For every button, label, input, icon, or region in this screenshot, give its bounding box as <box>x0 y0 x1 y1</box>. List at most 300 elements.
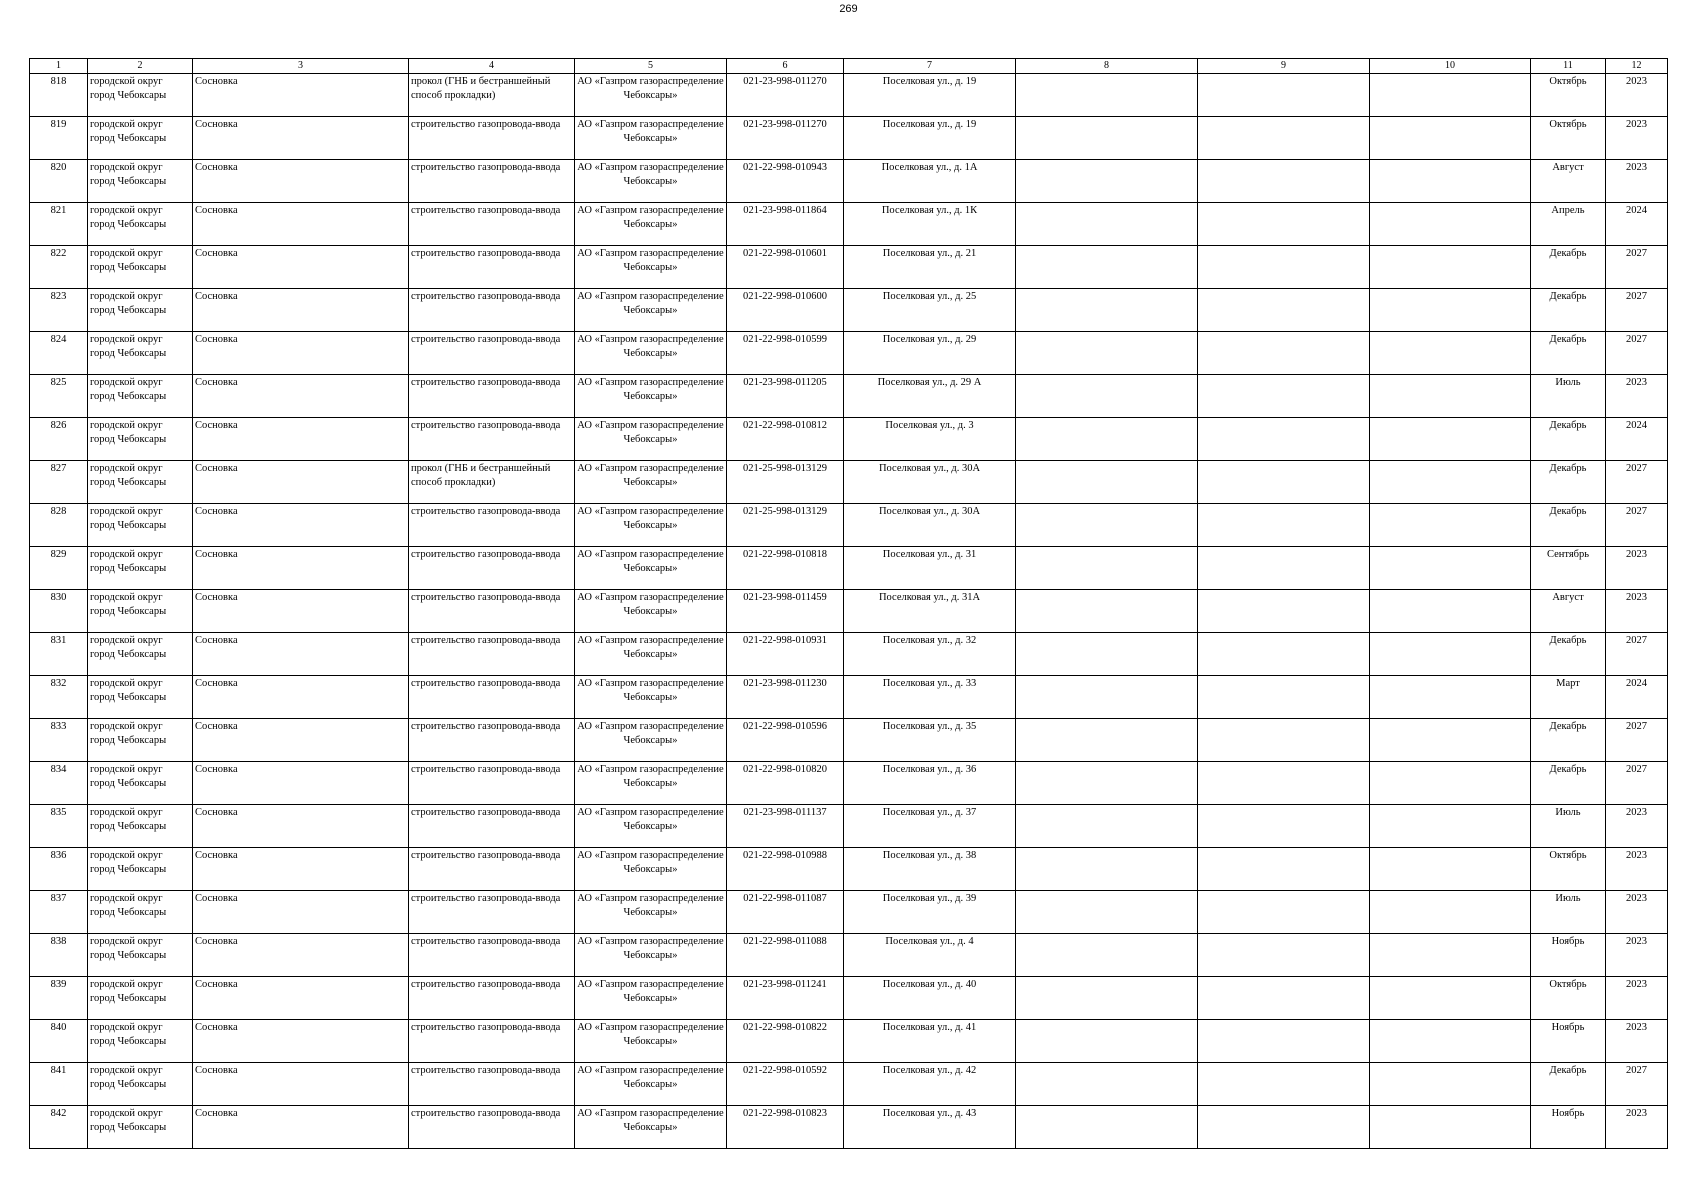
settlement-cell: Сосновка <box>193 547 409 590</box>
registry-code-cell: 021-22-998-010931 <box>727 633 844 676</box>
organization-cell: АО «Газпром газораспределение Чебоксары» <box>575 504 727 547</box>
column-9-cell <box>1198 977 1370 1020</box>
column-10-cell <box>1370 74 1531 117</box>
page-number: 269 <box>839 3 858 15</box>
month-cell: Апрель <box>1531 203 1606 246</box>
settlement-cell: Сосновка <box>193 1020 409 1063</box>
month-cell: Декабрь <box>1531 289 1606 332</box>
year-cell: 2023 <box>1606 375 1668 418</box>
registry-code-cell: 021-22-998-010822 <box>727 1020 844 1063</box>
month-cell: Декабрь <box>1531 418 1606 461</box>
registry-code-cell: 021-22-998-010599 <box>727 332 844 375</box>
address-cell: Поселковая ул., д. 36 <box>844 762 1016 805</box>
column-header-9: 9 <box>1198 59 1370 74</box>
column-8-cell <box>1016 375 1198 418</box>
table-row <box>30 719 1668 762</box>
work-type-cell: строительство газопровода-ввода <box>409 289 575 332</box>
column-8-cell <box>1016 332 1198 375</box>
municipal-district-cell: городской округ город Чебоксары <box>88 848 193 891</box>
municipal-district-cell: городской округ город Чебоксары <box>88 1106 193 1149</box>
column-8-cell <box>1016 977 1198 1020</box>
settlement-cell: Сосновка <box>193 719 409 762</box>
work-type-cell: строительство газопровода-ввода <box>409 676 575 719</box>
settlement-cell: Сосновка <box>193 289 409 332</box>
column-8-cell <box>1016 848 1198 891</box>
row-number-cell: 833 <box>30 719 88 762</box>
address-cell: Поселковая ул., д. 38 <box>844 848 1016 891</box>
organization-cell: АО «Газпром газораспределение Чебоксары» <box>575 590 727 633</box>
column-9-cell <box>1198 934 1370 977</box>
column-10-cell <box>1370 1106 1531 1149</box>
column-header-4: 4 <box>409 59 575 74</box>
column-10-cell <box>1370 547 1531 590</box>
settlement-cell: Сосновка <box>193 891 409 934</box>
column-9-cell <box>1198 891 1370 934</box>
work-type-cell: строительство газопровода-ввода <box>409 160 575 203</box>
row-number-cell: 825 <box>30 375 88 418</box>
municipal-district-cell: городской округ город Чебоксары <box>88 891 193 934</box>
year-cell: 2024 <box>1606 203 1668 246</box>
column-8-cell <box>1016 1020 1198 1063</box>
table-row <box>30 418 1668 461</box>
municipal-district-cell: городской округ город Чебоксары <box>88 332 193 375</box>
settlement-cell: Сосновка <box>193 977 409 1020</box>
row-number-cell: 818 <box>30 74 88 117</box>
settlement-cell: Сосновка <box>193 203 409 246</box>
work-type-cell: строительство газопровода-ввода <box>409 848 575 891</box>
column-header-3: 3 <box>193 59 409 74</box>
column-8-cell <box>1016 676 1198 719</box>
month-cell: Август <box>1531 590 1606 633</box>
column-9-cell <box>1198 676 1370 719</box>
column-8-cell <box>1016 633 1198 676</box>
column-8-cell <box>1016 891 1198 934</box>
municipal-district-cell: городской округ город Чебоксары <box>88 1020 193 1063</box>
registry-code-cell: 021-22-998-010600 <box>727 289 844 332</box>
year-cell: 2023 <box>1606 590 1668 633</box>
column-header-2: 2 <box>88 59 193 74</box>
row-number-cell: 819 <box>30 117 88 160</box>
column-8-cell <box>1016 504 1198 547</box>
work-type-cell: строительство газопровода-ввода <box>409 418 575 461</box>
municipal-district-cell: городской округ город Чебоксары <box>88 633 193 676</box>
work-type-cell: прокол (ГНБ и бестраншейный способ прокладки) <box>409 74 575 117</box>
column-header-5: 5 <box>575 59 727 74</box>
settlement-cell: Сосновка <box>193 805 409 848</box>
year-cell: 2023 <box>1606 848 1668 891</box>
address-cell: Поселковая ул., д. 30А <box>844 461 1016 504</box>
year-cell: 2023 <box>1606 1020 1668 1063</box>
year-cell: 2027 <box>1606 633 1668 676</box>
settlement-cell: Сосновка <box>193 934 409 977</box>
row-number-cell: 835 <box>30 805 88 848</box>
work-type-cell: строительство газопровода-ввода <box>409 375 575 418</box>
municipal-district-cell: городской округ город Чебоксары <box>88 719 193 762</box>
work-type-cell: строительство газопровода-ввода <box>409 590 575 633</box>
organization-cell: АО «Газпром газораспределение Чебоксары» <box>575 74 727 117</box>
municipal-district-cell: городской округ город Чебоксары <box>88 504 193 547</box>
table-row <box>30 203 1668 246</box>
month-cell: Сентябрь <box>1531 547 1606 590</box>
address-cell: Поселковая ул., д. 4 <box>844 934 1016 977</box>
month-cell: Декабрь <box>1531 504 1606 547</box>
work-type-cell: прокол (ГНБ и бестраншейный способ прокладки) <box>409 461 575 504</box>
settlement-cell: Сосновка <box>193 504 409 547</box>
registry-code-cell: 021-23-998-011864 <box>727 203 844 246</box>
year-cell: 2023 <box>1606 117 1668 160</box>
registry-code-cell: 021-22-998-011087 <box>727 891 844 934</box>
organization-cell: АО «Газпром газораспределение Чебоксары» <box>575 1106 727 1149</box>
column-header-10: 10 <box>1370 59 1531 74</box>
month-cell: Ноябрь <box>1531 1020 1606 1063</box>
address-cell: Поселковая ул., д. 31А <box>844 590 1016 633</box>
column-10-cell <box>1370 805 1531 848</box>
column-10-cell <box>1370 1063 1531 1106</box>
work-type-cell: строительство газопровода-ввода <box>409 633 575 676</box>
column-8-cell <box>1016 719 1198 762</box>
table-row <box>30 934 1668 977</box>
table-row <box>30 246 1668 289</box>
work-type-cell: строительство газопровода-ввода <box>409 504 575 547</box>
registry-code-cell: 021-22-998-010988 <box>727 848 844 891</box>
column-10-cell <box>1370 762 1531 805</box>
row-number-cell: 821 <box>30 203 88 246</box>
column-10-cell <box>1370 977 1531 1020</box>
organization-cell: АО «Газпром газораспределение Чебоксары» <box>575 332 727 375</box>
column-9-cell <box>1198 332 1370 375</box>
row-number-cell: 839 <box>30 977 88 1020</box>
year-cell: 2023 <box>1606 547 1668 590</box>
row-number-cell: 830 <box>30 590 88 633</box>
registry-code-cell: 021-22-998-010592 <box>727 1063 844 1106</box>
year-cell: 2027 <box>1606 246 1668 289</box>
address-cell: Поселковая ул., д. 30А <box>844 504 1016 547</box>
table-row <box>30 977 1668 1020</box>
municipal-district-cell: городской округ город Чебоксары <box>88 418 193 461</box>
row-number-cell: 836 <box>30 848 88 891</box>
organization-cell: АО «Газпром газораспределение Чебоксары» <box>575 762 727 805</box>
column-8-cell <box>1016 160 1198 203</box>
row-number-cell: 832 <box>30 676 88 719</box>
work-type-cell: строительство газопровода-ввода <box>409 1020 575 1063</box>
year-cell: 2024 <box>1606 676 1668 719</box>
registry-code-cell: 021-25-998-013129 <box>727 461 844 504</box>
month-cell: Октябрь <box>1531 848 1606 891</box>
municipal-district-cell: городской округ город Чебоксары <box>88 74 193 117</box>
column-9-cell <box>1198 762 1370 805</box>
column-10-cell <box>1370 203 1531 246</box>
settlement-cell: Сосновка <box>193 1063 409 1106</box>
month-cell: Декабрь <box>1531 1063 1606 1106</box>
month-cell: Март <box>1531 676 1606 719</box>
address-cell: Поселковая ул., д. 19 <box>844 74 1016 117</box>
address-cell: Поселковая ул., д. 37 <box>844 805 1016 848</box>
work-type-cell: строительство газопровода-ввода <box>409 332 575 375</box>
settlement-cell: Сосновка <box>193 160 409 203</box>
table-row <box>30 848 1668 891</box>
municipal-district-cell: городской округ город Чебоксары <box>88 977 193 1020</box>
work-type-cell: строительство газопровода-ввода <box>409 805 575 848</box>
table-row <box>30 590 1668 633</box>
table-row <box>30 160 1668 203</box>
column-9-cell <box>1198 504 1370 547</box>
organization-cell: АО «Газпром газораспределение Чебоксары» <box>575 805 727 848</box>
table-row <box>30 1020 1668 1063</box>
column-10-cell <box>1370 332 1531 375</box>
table-row <box>30 375 1668 418</box>
settlement-cell: Сосновка <box>193 633 409 676</box>
row-number-cell: 820 <box>30 160 88 203</box>
table-row <box>30 74 1668 117</box>
table-row <box>30 117 1668 160</box>
organization-cell: АО «Газпром газораспределение Чебоксары» <box>575 203 727 246</box>
column-8-cell <box>1016 74 1198 117</box>
municipal-district-cell: городской округ город Чебоксары <box>88 289 193 332</box>
settlement-cell: Сосновка <box>193 676 409 719</box>
year-cell: 2027 <box>1606 719 1668 762</box>
registry-code-cell: 021-22-998-010812 <box>727 418 844 461</box>
column-8-cell <box>1016 203 1198 246</box>
column-9-cell <box>1198 1020 1370 1063</box>
row-number-cell: 823 <box>30 289 88 332</box>
year-cell: 2023 <box>1606 160 1668 203</box>
organization-cell: АО «Газпром газораспределение Чебоксары» <box>575 375 727 418</box>
column-8-cell <box>1016 289 1198 332</box>
municipal-district-cell: городской округ город Чебоксары <box>88 762 193 805</box>
column-10-cell <box>1370 246 1531 289</box>
municipal-district-cell: городской округ город Чебоксары <box>88 590 193 633</box>
settlement-cell: Сосновка <box>193 418 409 461</box>
month-cell: Октябрь <box>1531 74 1606 117</box>
column-10-cell <box>1370 1020 1531 1063</box>
column-8-cell <box>1016 1106 1198 1149</box>
organization-cell: АО «Газпром газораспределение Чебоксары» <box>575 633 727 676</box>
municipal-district-cell: городской округ город Чебоксары <box>88 203 193 246</box>
column-10-cell <box>1370 117 1531 160</box>
municipal-district-cell: городской округ город Чебоксары <box>88 934 193 977</box>
municipal-district-cell: городской округ город Чебоксары <box>88 246 193 289</box>
column-10-cell <box>1370 461 1531 504</box>
table-row <box>30 332 1668 375</box>
month-cell: Декабрь <box>1531 461 1606 504</box>
column-9-cell <box>1198 1106 1370 1149</box>
column-10-cell <box>1370 848 1531 891</box>
column-9-cell <box>1198 160 1370 203</box>
registry-code-cell: 021-22-998-010823 <box>727 1106 844 1149</box>
month-cell: Октябрь <box>1531 117 1606 160</box>
table-row <box>30 891 1668 934</box>
table-row <box>30 805 1668 848</box>
address-cell: Поселковая ул., д. 31 <box>844 547 1016 590</box>
column-9-cell <box>1198 633 1370 676</box>
month-cell: Ноябрь <box>1531 1106 1606 1149</box>
column-8-cell <box>1016 1063 1198 1106</box>
column-header-11: 11 <box>1531 59 1606 74</box>
month-cell: Декабрь <box>1531 332 1606 375</box>
work-type-cell: строительство газопровода-ввода <box>409 117 575 160</box>
year-cell: 2027 <box>1606 332 1668 375</box>
municipal-district-cell: городской округ город Чебоксары <box>88 375 193 418</box>
address-cell: Поселковая ул., д. 40 <box>844 977 1016 1020</box>
register-body <box>30 74 1668 1149</box>
address-cell: Поселковая ул., д. 35 <box>844 719 1016 762</box>
settlement-cell: Сосновка <box>193 461 409 504</box>
municipal-district-cell: городской округ город Чебоксары <box>88 547 193 590</box>
row-number-cell: 828 <box>30 504 88 547</box>
address-cell: Поселковая ул., д. 21 <box>844 246 1016 289</box>
month-cell: Август <box>1531 160 1606 203</box>
settlement-cell: Сосновка <box>193 332 409 375</box>
organization-cell: АО «Газпром газораспределение Чебоксары» <box>575 1063 727 1106</box>
address-cell: Поселковая ул., д. 41 <box>844 1020 1016 1063</box>
work-type-cell: строительство газопровода-ввода <box>409 1063 575 1106</box>
address-cell: Поселковая ул., д. 25 <box>844 289 1016 332</box>
year-cell: 2023 <box>1606 805 1668 848</box>
settlement-cell: Сосновка <box>193 117 409 160</box>
organization-cell: АО «Газпром газораспределение Чебоксары» <box>575 977 727 1020</box>
settlement-cell: Сосновка <box>193 375 409 418</box>
organization-cell: АО «Газпром газораспределение Чебоксары» <box>575 289 727 332</box>
address-cell: Поселковая ул., д. 42 <box>844 1063 1016 1106</box>
month-cell: Июль <box>1531 891 1606 934</box>
column-number-header-row <box>30 59 1668 74</box>
registry-code-cell: 021-22-998-010820 <box>727 762 844 805</box>
organization-cell: АО «Газпром газораспределение Чебоксары» <box>575 719 727 762</box>
column-10-cell <box>1370 891 1531 934</box>
table-row <box>30 633 1668 676</box>
month-cell: Июль <box>1531 805 1606 848</box>
registry-code-cell: 021-23-998-011137 <box>727 805 844 848</box>
table-row <box>30 676 1668 719</box>
registry-code-cell: 021-22-998-010601 <box>727 246 844 289</box>
column-10-cell <box>1370 676 1531 719</box>
registry-code-cell: 021-22-998-010818 <box>727 547 844 590</box>
column-8-cell <box>1016 461 1198 504</box>
column-header-12: 12 <box>1606 59 1668 74</box>
settlement-cell: Сосновка <box>193 848 409 891</box>
column-9-cell <box>1198 1063 1370 1106</box>
municipal-district-cell: городской округ город Чебоксары <box>88 461 193 504</box>
registry-code-cell: 021-22-998-011088 <box>727 934 844 977</box>
column-10-cell <box>1370 289 1531 332</box>
column-8-cell <box>1016 547 1198 590</box>
organization-cell: АО «Газпром газораспределение Чебоксары» <box>575 117 727 160</box>
column-8-cell <box>1016 117 1198 160</box>
month-cell: Декабрь <box>1531 246 1606 289</box>
organization-cell: АО «Газпром газораспределение Чебоксары» <box>575 547 727 590</box>
address-cell: Поселковая ул., д. 29 <box>844 332 1016 375</box>
organization-cell: АО «Газпром газораспределение Чебоксары» <box>575 934 727 977</box>
month-cell: Декабрь <box>1531 633 1606 676</box>
month-cell: Декабрь <box>1531 762 1606 805</box>
year-cell: 2023 <box>1606 891 1668 934</box>
address-cell: Поселковая ул., д. 19 <box>844 117 1016 160</box>
work-type-cell: строительство газопровода-ввода <box>409 977 575 1020</box>
column-header-8: 8 <box>1016 59 1198 74</box>
table-row <box>30 461 1668 504</box>
settlement-cell: Сосновка <box>193 74 409 117</box>
column-8-cell <box>1016 418 1198 461</box>
work-type-cell: строительство газопровода-ввода <box>409 719 575 762</box>
table-row <box>30 289 1668 332</box>
year-cell: 2027 <box>1606 461 1668 504</box>
row-number-cell: 837 <box>30 891 88 934</box>
year-cell: 2024 <box>1606 418 1668 461</box>
column-9-cell <box>1198 74 1370 117</box>
table-row <box>30 1063 1668 1106</box>
column-9-cell <box>1198 461 1370 504</box>
gas-connection-register-table <box>29 58 1668 1149</box>
year-cell: 2023 <box>1606 934 1668 977</box>
work-type-cell: строительство газопровода-ввода <box>409 1106 575 1149</box>
column-10-cell <box>1370 934 1531 977</box>
organization-cell: АО «Газпром газораспределение Чебоксары» <box>575 1020 727 1063</box>
column-header-6: 6 <box>727 59 844 74</box>
column-10-cell <box>1370 160 1531 203</box>
organization-cell: АО «Газпром газораспределение Чебоксары» <box>575 461 727 504</box>
registry-code-cell: 021-23-998-011270 <box>727 117 844 160</box>
row-number-cell: 841 <box>30 1063 88 1106</box>
column-8-cell <box>1016 246 1198 289</box>
column-9-cell <box>1198 848 1370 891</box>
column-10-cell <box>1370 590 1531 633</box>
municipal-district-cell: городской округ город Чебоксары <box>88 117 193 160</box>
row-number-cell: 827 <box>30 461 88 504</box>
row-number-cell: 822 <box>30 246 88 289</box>
column-10-cell <box>1370 719 1531 762</box>
address-cell: Поселковая ул., д. 39 <box>844 891 1016 934</box>
settlement-cell: Сосновка <box>193 246 409 289</box>
month-cell: Ноябрь <box>1531 934 1606 977</box>
settlement-cell: Сосновка <box>193 762 409 805</box>
work-type-cell: строительство газопровода-ввода <box>409 934 575 977</box>
work-type-cell: строительство газопровода-ввода <box>409 203 575 246</box>
registry-code-cell: 021-25-998-013129 <box>727 504 844 547</box>
registry-code-cell: 021-22-998-010943 <box>727 160 844 203</box>
year-cell: 2023 <box>1606 977 1668 1020</box>
row-number-cell: 842 <box>30 1106 88 1149</box>
column-header-1: 1 <box>30 59 88 74</box>
address-cell: Поселковая ул., д. 33 <box>844 676 1016 719</box>
address-cell: Поселковая ул., д. 43 <box>844 1106 1016 1149</box>
settlement-cell: Сосновка <box>193 590 409 633</box>
column-9-cell <box>1198 590 1370 633</box>
year-cell: 2027 <box>1606 504 1668 547</box>
row-number-cell: 834 <box>30 762 88 805</box>
work-type-cell: строительство газопровода-ввода <box>409 246 575 289</box>
column-9-cell <box>1198 375 1370 418</box>
address-cell: Поселковая ул., д. 29 А <box>844 375 1016 418</box>
organization-cell: АО «Газпром газораспределение Чебоксары» <box>575 160 727 203</box>
address-cell: Поселковая ул., д. 1К <box>844 203 1016 246</box>
year-cell: 2027 <box>1606 1063 1668 1106</box>
settlement-cell: Сосновка <box>193 1106 409 1149</box>
table-row <box>30 504 1668 547</box>
column-8-cell <box>1016 805 1198 848</box>
row-number-cell: 829 <box>30 547 88 590</box>
table-row <box>30 547 1668 590</box>
year-cell: 2027 <box>1606 762 1668 805</box>
work-type-cell: строительство газопровода-ввода <box>409 891 575 934</box>
work-type-cell: строительство газопровода-ввода <box>409 762 575 805</box>
column-9-cell <box>1198 418 1370 461</box>
address-cell: Поселковая ул., д. 3 <box>844 418 1016 461</box>
year-cell: 2023 <box>1606 74 1668 117</box>
year-cell: 2027 <box>1606 289 1668 332</box>
column-10-cell <box>1370 633 1531 676</box>
registry-code-cell: 021-23-998-011230 <box>727 676 844 719</box>
organization-cell: АО «Газпром газораспределение Чебоксары» <box>575 891 727 934</box>
